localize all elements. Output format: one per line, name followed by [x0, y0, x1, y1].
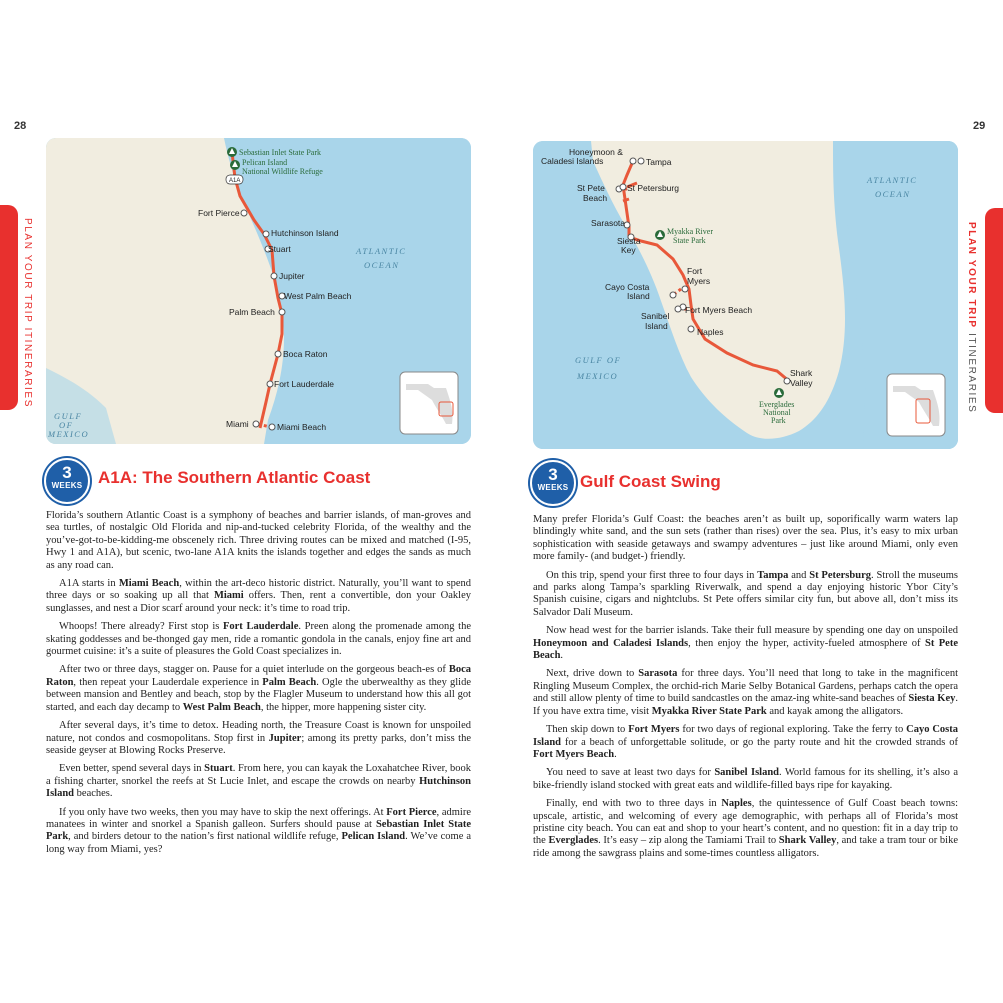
page-number-left: 28 — [14, 120, 27, 132]
place-label: Boca Raton — [283, 349, 328, 359]
text-run: Even better, spend several days in — [59, 763, 205, 775]
bold-place-name: Everglades — [548, 835, 599, 847]
park-label: National — [763, 408, 791, 417]
ocean-label: ATLANTIC — [867, 175, 918, 185]
place-label: Fort — [687, 266, 703, 276]
bold-place-name: Sanibel Island — [714, 767, 780, 779]
place-label: Siesta — [617, 236, 641, 246]
place-label: Island — [627, 291, 650, 301]
body-paragraph — [46, 621, 471, 658]
text-run: , and birders detour to the nation’s first national wildlife refuge, — [68, 831, 342, 843]
bold-place-name: Jupiter — [268, 732, 302, 744]
body-paragraph — [533, 625, 958, 662]
body-paragraph — [533, 767, 958, 792]
section-label-right: PLAN YOUR TRIP ITINERARIES — [966, 222, 977, 414]
park-label: National Wildlife Refuge — [242, 167, 323, 176]
text-run: , admire manatees in winter and snorkel a Spanish galleon. Surfers should pause at — [46, 806, 471, 830]
place-label: Caladesi Islands — [541, 156, 604, 166]
text-run: for two days of regional exploring. Take the ferry to — [679, 724, 907, 736]
park-label: State Park — [673, 236, 706, 245]
text-run: beaches. — [74, 788, 113, 800]
place-label: Shark — [790, 368, 813, 378]
inset-map — [887, 374, 945, 436]
text-run: . From here, you can kayak the Loxahatchee River, book a fishing charter, snorkel the reefs at St Lucie Inlet, and escape the crowds on nearby — [46, 763, 471, 787]
body-paragraph — [533, 798, 958, 860]
text-run: After several days, it’s time to detox. Heading north, the Treasure Coast is known for unspoiled nature, not condos and cosmopolitans. Stop first in — [46, 720, 471, 744]
bold-place-name: Cayo Costa Island — [533, 724, 959, 748]
place-label: Myers — [687, 276, 711, 286]
text-run: Now head west for the barrier islands. Take their full measure by spending one day on unspoiled — [546, 625, 958, 637]
text-run: . Preen along the promenade among the skating goddesses and be-thonged gay men, ride a romantic gondola in the canals, enjoy fine art and gourmet cuisine: it’s a suite of pleasures the Gold Coast specializes in. — [46, 621, 471, 658]
text-run: , then enjoy the hyper, activity-fueled atmosphere of — [688, 637, 925, 649]
section-tab-left — [0, 205, 18, 410]
bold-place-name: Fort Myers — [628, 724, 680, 736]
text-run: . — [560, 650, 564, 662]
text-run: Whoops! There already? First stop is — [59, 621, 223, 633]
body-paragraph — [533, 724, 958, 761]
text-run: . — [614, 748, 617, 760]
ocean-label: GULF OF — [575, 355, 622, 365]
road-shield: A1A — [229, 178, 241, 184]
itinerary-body-left — [46, 510, 471, 862]
place-label: Palm Beach — [229, 307, 275, 317]
text-run: , within the art-deco historic district. Naturally, you’ll want to spend three days or so soaking up all that — [46, 578, 472, 602]
text-run: Next, drive down to — [546, 668, 639, 680]
bold-place-name: Miami — [213, 590, 244, 602]
place-label: Island — [645, 321, 668, 331]
bold-place-name: Pelican Island — [341, 831, 406, 843]
text-run: . It’s easy – zip along the Tamiami Trail to — [598, 835, 779, 847]
body-paragraph — [46, 664, 471, 714]
body-paragraph — [533, 570, 958, 620]
text-run: , and take a tram tour or bike ride among the sawgrass plains and some-times countless alligators. — [533, 835, 958, 859]
text-run: and kayak among the alligators. — [766, 705, 904, 717]
ocean-label: MEXICO — [577, 371, 619, 381]
text-run: . World famous for its shelling, it’s also a bike-friendly island stocked with great eats and wildlife-filled bays ripe for kayaking. — [533, 767, 958, 791]
map-gulf-coast — [533, 141, 958, 449]
text-run: On this trip, spend your first three to four days in — [546, 569, 758, 581]
ocean-label: OF — [59, 420, 74, 430]
body-paragraph — [46, 807, 471, 857]
park-label: Pelican Island — [242, 158, 288, 167]
text-run: You need to save at least two days for — [546, 767, 715, 779]
ocean-label: OCEAN — [364, 260, 400, 270]
section-tab-right — [985, 208, 1003, 413]
ocean-label: ATLANTIC — [356, 246, 407, 256]
bold-place-name: Palm Beach — [262, 676, 317, 688]
text-run: and — [788, 569, 810, 581]
bold-place-name: St Petersburg — [809, 569, 871, 581]
ocean-label: GULF — [54, 411, 83, 421]
bold-place-name: Stuart — [204, 763, 233, 775]
body-paragraph — [46, 510, 471, 572]
map-atlantic-coast — [46, 138, 471, 444]
place-label: West Palm Beach — [284, 291, 352, 301]
place-label: Miami Beach — [277, 422, 327, 432]
bold-place-name: Myakka River State Park — [651, 705, 767, 717]
bold-place-name: Sarasota — [638, 668, 678, 680]
itinerary-title: Gulf Coast Swing — [580, 472, 721, 491]
duration-badge: 3 WEEKS — [44, 458, 90, 504]
bold-place-name: Shark Valley — [778, 835, 837, 847]
text-run: , the hipper, more happening sister city. — [260, 701, 427, 713]
place-label: Beach — [583, 193, 608, 203]
place-label: Sarasota — [591, 218, 626, 228]
place-label: Honeymoon & — [569, 147, 623, 157]
place-label: Stuart — [268, 244, 291, 254]
place-label: Miami — [226, 419, 249, 429]
text-run: A1A starts in — [59, 578, 119, 590]
text-run: , then repeat your Lauderdale experience in — [73, 676, 263, 688]
place-label: Jupiter — [279, 271, 305, 281]
place-label: Sanibel — [641, 311, 670, 321]
bold-place-name: Fort Pierce — [386, 806, 437, 818]
itinerary-title: A1A: The Southern Atlantic Coast — [98, 468, 371, 487]
park-label: Myakka River — [667, 227, 713, 236]
itinerary-body-right — [533, 514, 958, 866]
park-label: Everglades — [759, 400, 795, 409]
text-run: ; among its pretty parks, don’t miss the seaside geyser at Blowing Rocks Preserve. — [46, 732, 471, 756]
bold-place-name: Miami Beach — [118, 578, 180, 590]
text-run: After two or three days, stagger on. Pause for a quiet interlude on the gorgeous beach-es of — [59, 664, 449, 676]
text-run: If you only have two weeks, then you may have to skip the next offerings. At — [59, 806, 387, 818]
body-paragraph — [46, 720, 471, 757]
text-run: . We’ve come a long way from Miami, yes? — [46, 831, 471, 855]
bold-place-name: Siesta Key — [908, 693, 956, 705]
place-label: Tampa — [646, 157, 672, 167]
place-label: Fort Myers Beach — [685, 305, 753, 315]
text-run: Florida’s southern Atlantic Coast is a symphony of beaches and barrier islands, of man-groves and sea turtles, of nostalgic Old Florida and nip-and-tucked celebrity Florida, of the wealthy and the you’ve-got-to-be-kidding-me obscenely rich. Three driving routes can be mixed and matched (I-95, Hwy 1 and A1A), but scenic, two-lane A1A knits the islands together and edges the sands as much as any road can. — [46, 510, 471, 571]
bold-place-name: Hutchinson Island — [46, 775, 471, 800]
bold-place-name: Tampa — [757, 569, 789, 581]
text-run: Many prefer Florida’s Gulf Coast: the beaches aren’t as built up, soporifically warm waters lap blindingly white sand, and the sun sets (rather than rises) over the sea. Plus, it’s easy to mix urban sophistication with seaside getaways and swampy adventures – just like around Miami, only even more family- (and budget-) friendly. — [533, 514, 958, 563]
bold-place-name: Fort Lauderdale — [222, 621, 299, 633]
place-label: Valley — [790, 378, 813, 388]
place-label: Fort Pierce — [198, 208, 240, 218]
ocean-label: MEXICO — [48, 429, 90, 439]
inset-map — [400, 372, 458, 434]
text-run: . Ogle the uberwealthy as they glide between mansion and Bentley and beach, stop by the Flagler Museum to understand how this all got started, and each day decamp to — [46, 676, 472, 713]
park-label: Sebastian Inlet State Park — [239, 148, 321, 157]
place-label: St Pete — [577, 183, 605, 193]
page-number-right: 29 — [973, 120, 986, 132]
place-label: Naples — [697, 327, 724, 337]
place-label: Hutchinson Island — [271, 228, 339, 238]
park-label: Park — [771, 416, 786, 425]
text-run: offers. Then, rent a convertible, don your Oakley sunglasses, and nest a Dior scarf around your neck: it’s time to road trip. — [46, 590, 471, 614]
body-paragraph — [46, 578, 471, 615]
place-label: Key — [621, 245, 636, 255]
text-run: . If you have extra time, visit — [533, 693, 958, 717]
text-run: , the quintessence of Gulf Coast beach towns: upscale, artistic, and welcoming of every age demographic, with perhaps all of Florida’s most pristine city beach. You can eat and shop to your heart’s content, and no question: fit in a day trip to the — [533, 798, 958, 847]
bold-place-name: Fort Myers Beach — [533, 748, 615, 760]
body-paragraph — [533, 668, 958, 718]
text-run: for three days. You’ll need that long to take in the magnificent Ringling Museum Complex, the orchid-rich Marie Selby Botanical Gardens, perhaps catch the opera and still allow plenty of time to build sandcastles on the amaz-ing white-sand beaches of — [533, 668, 958, 705]
bold-place-name: Naples — [721, 798, 752, 810]
text-run: for a beach of unforgettable solitude, or go the party route and hit the crowded strands of — [561, 736, 958, 748]
text-run: . Stroll the museums and parks along Tampa’s sparkling Riverwalk, and spend a day enjoying historic Ybor City’s Spanish cuisine, cigars and nightclubs. St Pete offers similar city fun, but above all, don’t miss its Salvador Dalí Museum. — [533, 569, 958, 618]
ocean-label: OCEAN — [875, 189, 911, 199]
text-run: Then skip down to — [546, 724, 629, 736]
bold-place-name: Boca Raton — [46, 664, 471, 688]
body-paragraph — [46, 763, 471, 800]
bold-place-name: Sebastian Inlet State Park — [46, 818, 471, 843]
bold-place-name: Honeymoon and Caladesi Islands — [533, 637, 689, 649]
bold-place-name: St Pete Beach — [533, 637, 958, 662]
place-label: Fort Lauderdale — [274, 379, 335, 389]
duration-badge: 3 WEEKS — [530, 460, 576, 506]
section-label-left: PLAN YOUR TRIP ITINERARIES — [22, 218, 33, 408]
place-label: St Petersburg — [627, 183, 679, 193]
place-label: Cayo Costa — [605, 282, 650, 292]
bold-place-name: West Palm Beach — [182, 701, 261, 713]
text-run: Finally, end with two to three days in — [546, 798, 722, 810]
body-paragraph — [533, 514, 958, 564]
